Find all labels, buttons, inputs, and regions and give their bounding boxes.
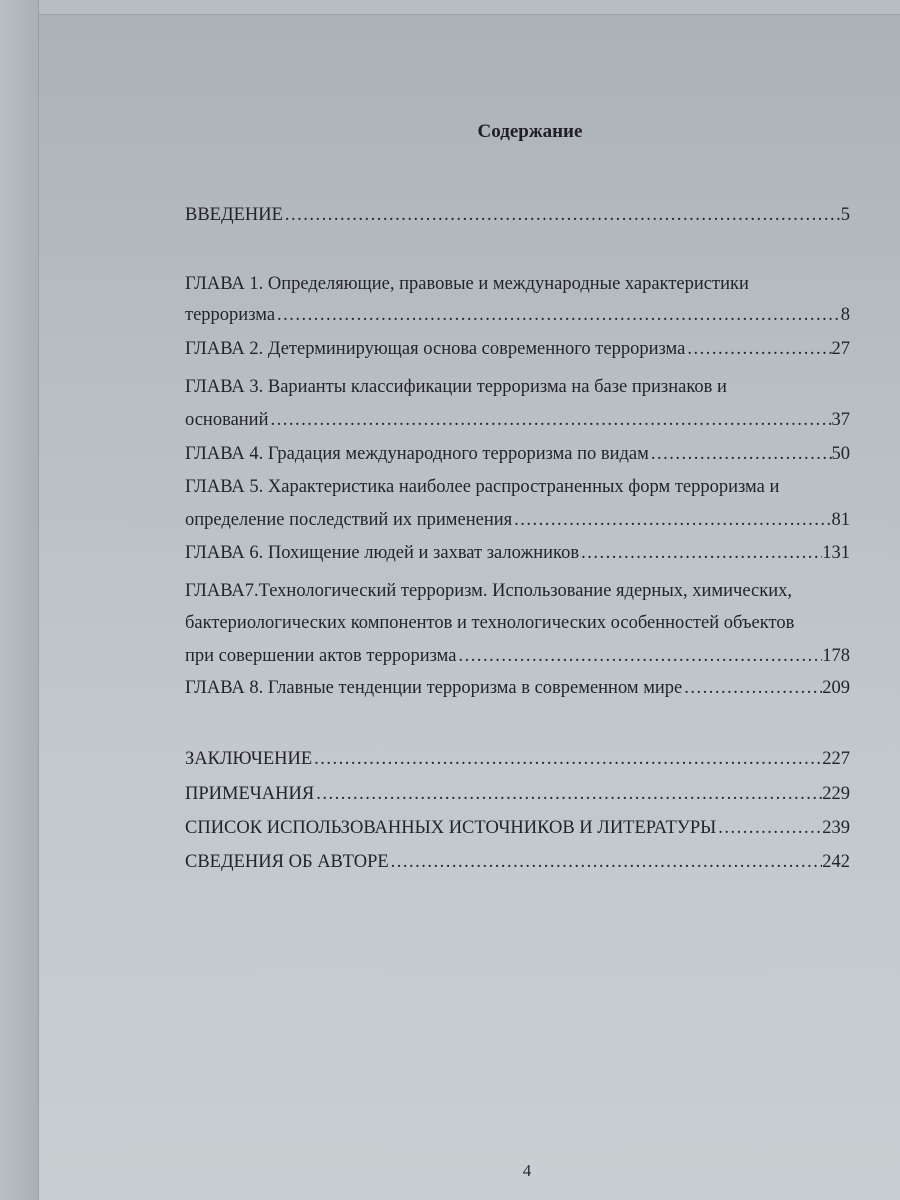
toc-entry-label: ГЛАВА 8. Главные тенденции терроризма в современном мире <box>185 678 683 698</box>
toc-entry-ch7-line1: ГЛАВА7.Технологический терроризм. Использование ядерных, химических, <box>185 581 792 601</box>
leader-dots <box>579 543 822 564</box>
page-title: Содержание <box>477 121 583 142</box>
toc-entry-ch6 <box>185 543 850 564</box>
toc-entry-ch7-line2: бактериологических компонентов и технологических особенностей объектов <box>185 613 795 633</box>
toc-entry-label: ЗАКЛЮЧЕНИЕ <box>185 749 313 769</box>
toc-entry-page: 81 <box>831 510 850 530</box>
toc-entry-author <box>185 852 850 873</box>
leader-dots <box>716 818 822 839</box>
toc-entry-page: 50 <box>831 444 850 464</box>
toc-entry-label: при совершении актов терроризма <box>185 646 457 666</box>
toc-entry-page: 8 <box>840 305 850 325</box>
page-number: 4 <box>522 1161 532 1180</box>
leader-dots <box>649 444 832 465</box>
underlying-sheet-edge-left <box>0 0 39 1200</box>
toc-entry-intro <box>185 205 850 226</box>
toc-entry-page: 227 <box>822 749 850 769</box>
toc-entry-page: 27 <box>831 339 850 359</box>
toc-entry-conclusion <box>185 749 850 770</box>
leader-dots <box>389 852 823 873</box>
toc-entry-ch2 <box>185 339 850 360</box>
toc-entry-label: ГЛАВА 4. Градация международного терроризма по видам <box>185 444 649 464</box>
leader-dots <box>512 510 831 531</box>
toc-entry-ch1 <box>185 305 850 326</box>
toc-entry-label: ГЛАВА 2. Детерминирующая основа современного терроризма <box>185 339 686 359</box>
toc-entry-label: определение последствий их применения <box>185 510 513 530</box>
toc-entry-page: 178 <box>822 646 850 666</box>
toc-entry-label: СПИСОК ИСПОЛЬЗОВАННЫХ ИСТОЧНИКОВ И ЛИТЕРАТУРЫ <box>185 818 717 838</box>
leader-dots <box>283 205 841 226</box>
leader-dots <box>456 646 822 667</box>
leader-dots <box>268 410 831 431</box>
toc-entry-ch4 <box>185 444 850 465</box>
toc-entry-ch8 <box>185 678 850 699</box>
leader-dots <box>314 784 822 805</box>
toc-entry-label: ГЛАВА 6. Похищение людей и захват заложников <box>185 543 580 563</box>
toc-entry-page: 131 <box>822 543 850 563</box>
leader-dots <box>312 749 822 770</box>
toc-entry-ch1-line1: ГЛАВА 1. Определяющие, правовые и международные характеристики <box>185 274 749 294</box>
toc-entry-ch3-line1: ГЛАВА 3. Варианты классификации терроризма на базе признаков и <box>185 377 727 397</box>
toc-entry-label: оснований <box>185 410 269 430</box>
toc-entry-label: ПРИМЕЧАНИЯ <box>185 784 315 804</box>
toc-entry-page: 239 <box>822 818 850 838</box>
toc-entry-ch7 <box>185 646 850 667</box>
toc-entry-sources <box>185 818 850 839</box>
toc-entry-page: 242 <box>822 852 850 872</box>
toc-entry-ch5 <box>185 510 850 531</box>
toc-entry-ch5-line1: ГЛАВА 5. Характеристика наиболее распространенных форм терроризма и <box>185 477 780 497</box>
toc-entry-page: 5 <box>840 205 850 225</box>
toc-entry-notes <box>185 784 850 805</box>
toc-entry-label: терроризма <box>185 305 276 325</box>
leader-dots <box>275 305 841 326</box>
toc-entry-page: 209 <box>822 678 850 698</box>
leader-dots <box>682 678 822 699</box>
underlying-sheet-edge-top <box>0 0 900 15</box>
leader-dots <box>685 339 831 360</box>
toc-entry-page: 37 <box>831 410 850 430</box>
toc-entry-label: СВЕДЕНИЯ ОБ АВТОРЕ <box>185 852 389 872</box>
toc-entry-ch3 <box>185 410 850 431</box>
toc-entry-label: ВВЕДЕНИЕ <box>185 205 283 225</box>
toc-entry-page: 229 <box>822 784 850 804</box>
